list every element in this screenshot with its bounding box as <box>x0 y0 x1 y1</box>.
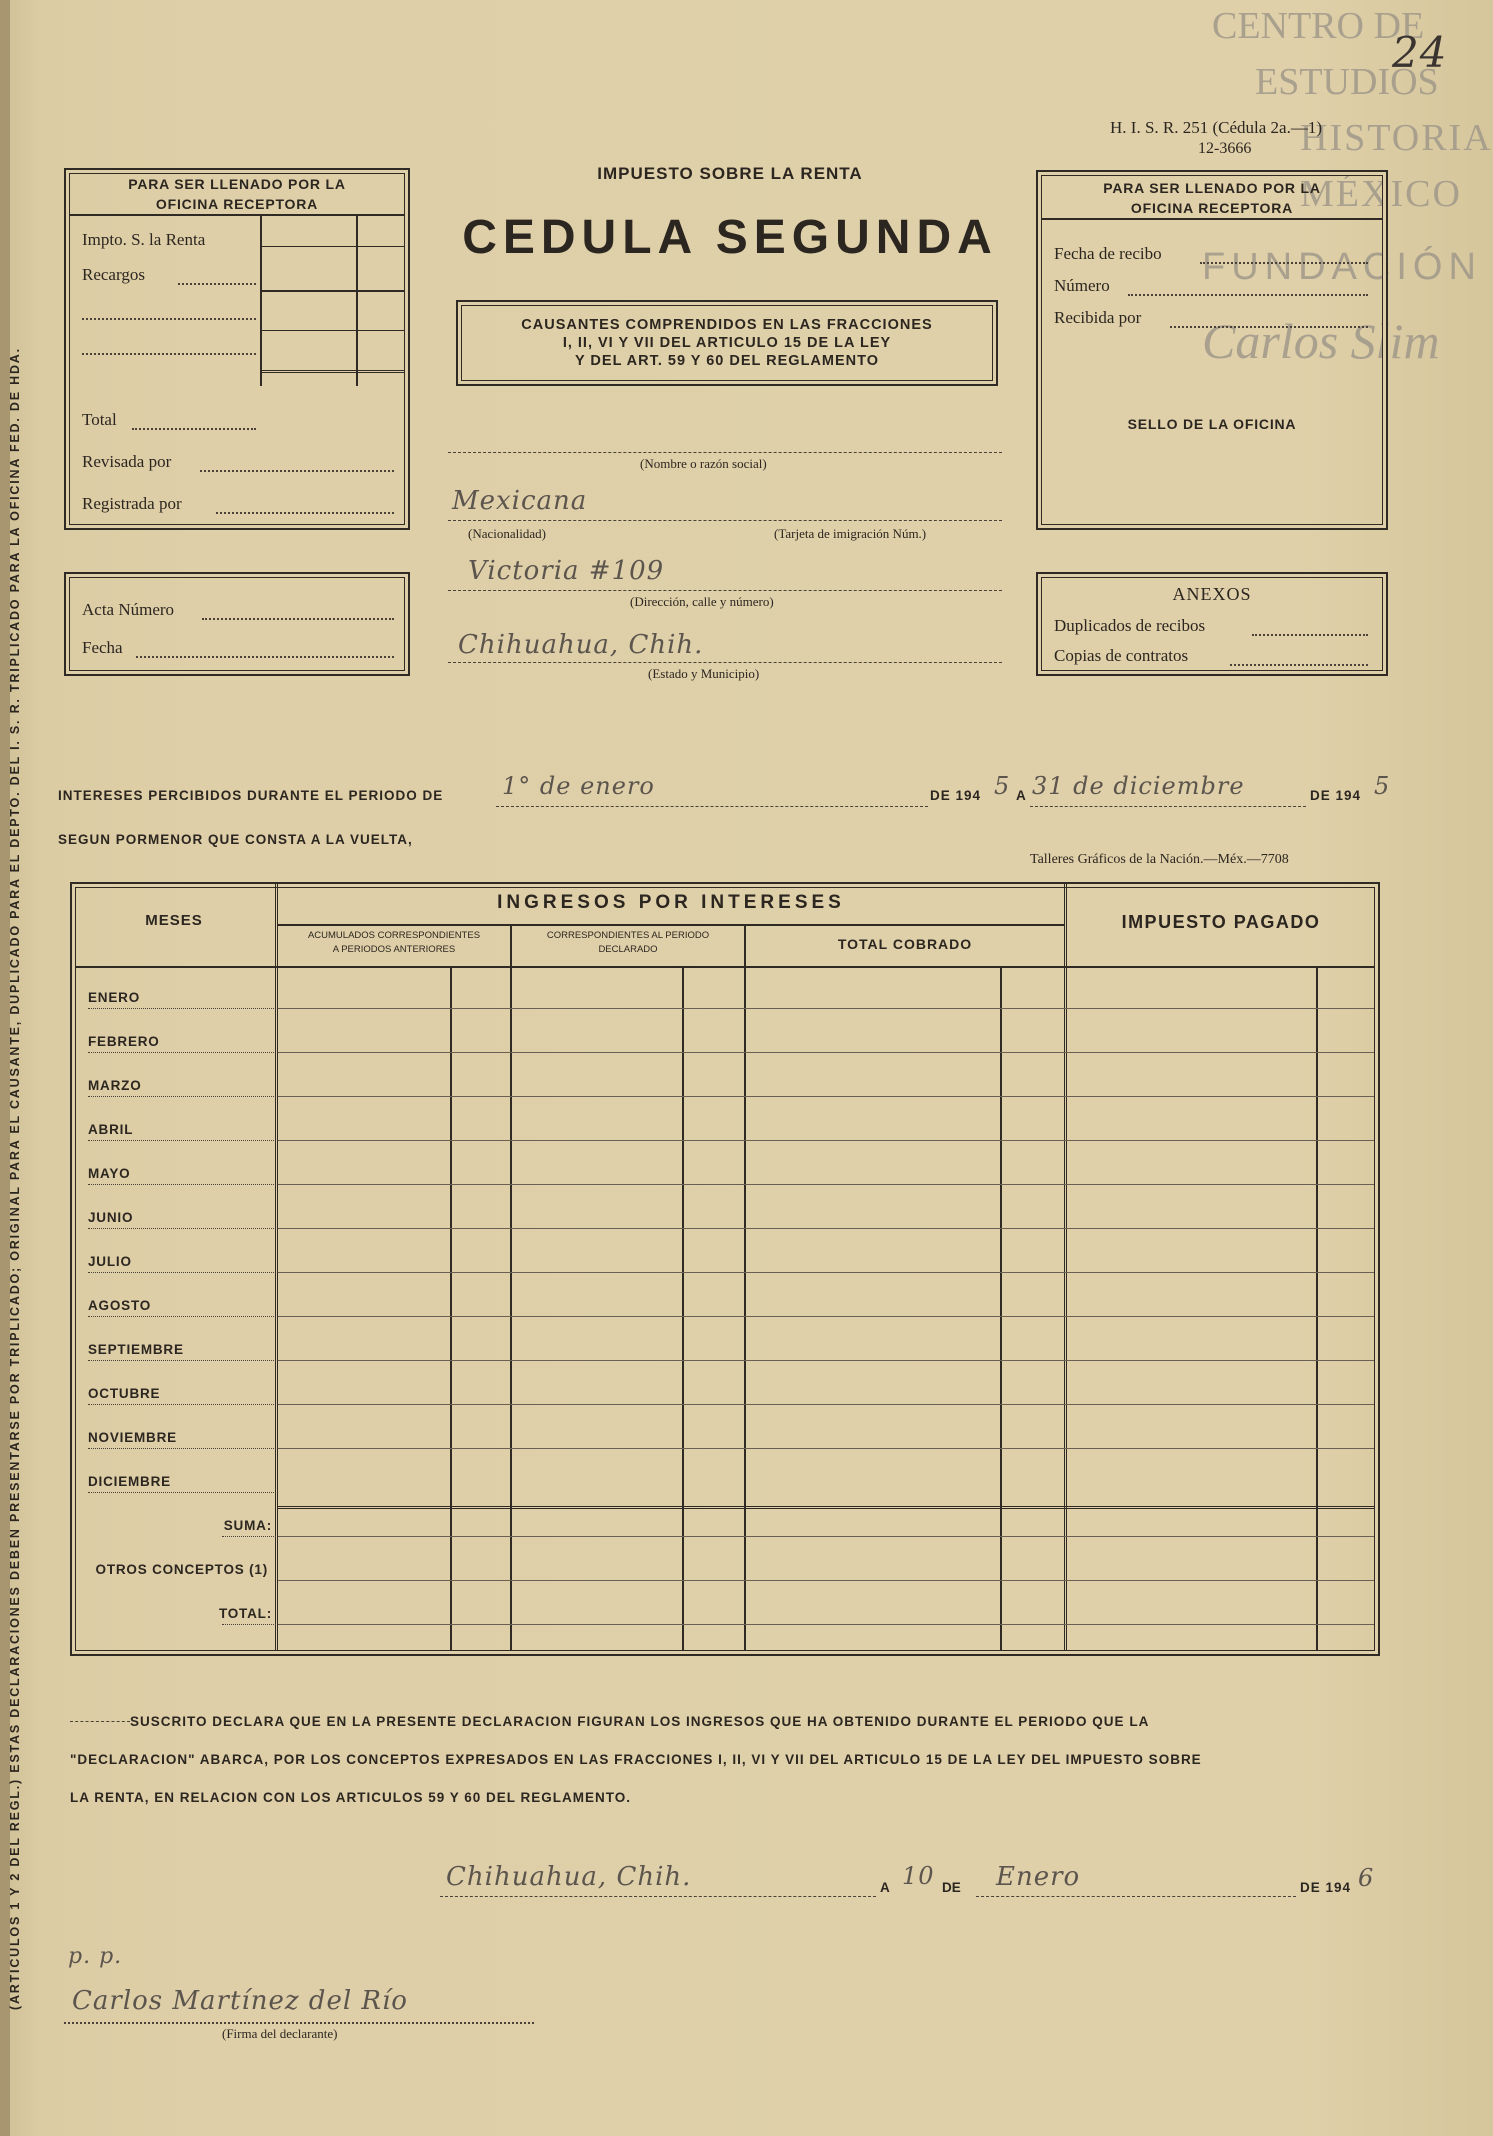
form-code: H. I. S. R. 251 (Cédula 2a.—1) <box>1110 118 1323 137</box>
month-label: JULIO <box>88 1254 132 1269</box>
declaration-text: SUSCRITO DECLARA QUE EN LA PRESENTE DECLARACION FIGURAN LOS INGRESOS QUE HA OBTENIDO DURANTE EL PERIODO QUE LA <box>130 1714 1150 1729</box>
label-recargos: Recargos <box>82 265 145 284</box>
label-impuesto: Impto. S. la Renta <box>82 230 206 249</box>
place-value[interactable]: Chihuahua, Chih. <box>446 1862 692 1892</box>
month-label: AGOSTO <box>88 1298 152 1313</box>
row-dotline <box>88 1316 274 1317</box>
label-revisada: Revisada por <box>82 452 172 471</box>
form-number: 12-3666 <box>1198 140 1252 157</box>
row-dotline <box>88 1448 274 1449</box>
label-fecha-recibo: Fecha de recibo <box>1054 244 1162 263</box>
watermark-line: ESTUDIOS <box>1255 61 1439 103</box>
total-label: TOTAL: <box>218 1606 272 1621</box>
month-label: MAYO <box>88 1166 131 1181</box>
row-dotline <box>88 1096 274 1097</box>
table-row[interactable] <box>278 1052 1374 1053</box>
row-dotline <box>88 1140 274 1141</box>
table-row[interactable] <box>278 1316 1374 1317</box>
subheader-total: TOTAL COBRADO <box>837 936 973 952</box>
subtitle-line: Y DEL ART. 59 Y 60 DEL REGLAMENTO <box>574 353 880 369</box>
label-copias: Copias de contratos <box>1054 646 1189 665</box>
watermark-line: HISTORIA <box>1300 117 1493 159</box>
label-acta: Acta Número <box>82 600 175 619</box>
table-row[interactable] <box>278 1580 1374 1581</box>
box-title: PARA SER LLENADO POR LA <box>1103 180 1321 196</box>
signature-name[interactable]: Carlos Martínez del Río <box>72 1986 408 2016</box>
direccion-caption: (Dirección, calle y número) <box>630 594 774 609</box>
box-title: OFICINA RECEPTORA <box>1130 200 1294 216</box>
label-numero: Número <box>1054 276 1110 295</box>
table-row[interactable] <box>278 1448 1374 1449</box>
table-row[interactable] <box>278 1404 1374 1405</box>
periodo-hasta[interactable]: 31 de diciembre <box>1032 772 1245 800</box>
periodo-a: A <box>1016 788 1026 803</box>
row-dotline <box>222 1624 276 1625</box>
table-row[interactable] <box>278 1184 1374 1185</box>
page-number: 24 <box>1392 28 1448 77</box>
sello-label: SELLO DE LA OFICINA <box>1127 416 1297 432</box>
table-row[interactable] <box>278 1008 1374 1009</box>
row-dotline <box>88 1404 274 1405</box>
month-label: SEPTIEMBRE <box>88 1342 184 1357</box>
month-label: ABRIL <box>88 1122 134 1137</box>
subheader-acumulados: A PERIODOS ANTERIORES <box>332 944 456 955</box>
header-impuesto: IMPUESTO PAGADO <box>1121 912 1321 932</box>
ingresos-table <box>70 882 1380 1656</box>
month-value[interactable]: Enero <box>996 1862 1081 1892</box>
nacionalidad-caption: (Nacionalidad) <box>468 526 546 541</box>
month-label: MARZO <box>88 1078 142 1093</box>
office-box-right <box>1036 170 1388 530</box>
month-label: ENERO <box>88 990 141 1005</box>
day-value[interactable]: 10 <box>902 1862 935 1890</box>
otros-label: OTROS CONCEPTOS (1) <box>95 1562 268 1577</box>
label-registrada: Registrada por <box>82 494 182 513</box>
table-row[interactable] <box>278 1536 1374 1537</box>
label-recibida: Recibida por <box>1054 308 1142 327</box>
estado-value[interactable]: Chihuahua, Chih. <box>458 630 704 660</box>
anexos-title: ANEXOS <box>1172 584 1252 604</box>
row-dotline <box>88 1008 274 1009</box>
acta-box <box>64 572 410 676</box>
table-row[interactable] <box>278 1096 1374 1097</box>
label-duplicados: Duplicados de recibos <box>1054 616 1206 635</box>
watermark-line: FUNDACIÓN <box>1202 246 1482 288</box>
row-dotline <box>88 1228 274 1229</box>
form-title: CEDULA SEGUNDA <box>462 211 998 264</box>
nacionalidad-value[interactable]: Mexicana <box>452 486 588 516</box>
row-dotline <box>88 1184 274 1185</box>
tarjeta-caption: (Tarjeta de imigración Núm.) <box>774 526 927 541</box>
nombre-caption: (Nombre o razón social) <box>640 456 767 471</box>
year-value[interactable]: 6 <box>1358 1864 1375 1892</box>
table-row[interactable] <box>278 1360 1374 1361</box>
month-label: JUNIO <box>88 1210 134 1225</box>
month-label: DICIEMBRE <box>88 1474 171 1489</box>
vertical-note: (ARTICULOS 1 Y 2 DEL REGL.) ESTAS DECLARACIONES DEBEN PRESENTARSE POR TRIPLICADO; ORIGINAL PARA EL CAUSANTE, DUPLICADO PARA EL DEPTO. DEL I. S. R. TRIPLICADO PARA LA OFICINA FED. DE HDA. <box>8 347 22 2010</box>
subheader-acumulados: ACUMULADOS CORRESPONDIENTES <box>307 930 481 941</box>
label-total: Total <box>82 410 117 429</box>
declaration-line <box>70 1714 1396 1729</box>
direccion-value[interactable]: Victoria #109 <box>468 556 665 586</box>
subheader-correspondientes: CORRESPONDIENTES AL PERIODO <box>546 930 710 941</box>
subtitle-line: I, II, VI Y VII DEL ARTICULO 15 DE LA LEY <box>562 335 892 351</box>
periodo-desde[interactable]: 1° de enero <box>502 772 655 800</box>
watermark-line: CENTRO DE <box>1212 5 1425 47</box>
subheader-correspondientes: DECLARADO <box>598 944 658 955</box>
row-dotline <box>222 1536 276 1537</box>
pp-mark: p. p. <box>68 1944 123 1969</box>
table-row[interactable] <box>278 1624 1374 1625</box>
subtitle-line: CAUSANTES COMPRENDIDOS EN LAS FRACCIONES <box>521 317 933 333</box>
table-row[interactable] <box>278 1140 1374 1141</box>
watermark-line: MÉXICO <box>1300 173 1462 215</box>
office-box-left <box>64 168 410 530</box>
periodo-de2: DE 194 <box>1310 788 1362 803</box>
row-dotline <box>88 1360 274 1361</box>
row-dotline <box>88 1272 274 1273</box>
pormenor-note: SEGUN PORMENOR QUE CONSTA A LA VUELTA, <box>58 832 413 847</box>
printer-note: Talleres Gráficos de la Nación.—Méx.—7708 <box>1030 852 1289 867</box>
table-row[interactable] <box>278 1272 1374 1273</box>
box-title: OFICINA RECEPTORA <box>155 196 319 212</box>
periodo-year2[interactable]: 5 <box>1374 772 1391 800</box>
header-ingresos: INGRESOS POR INTERESES <box>497 892 845 913</box>
box-title: PARA SER LLENADO POR LA <box>128 176 346 192</box>
periodo-de: DE 194 <box>930 788 982 803</box>
estado-caption: (Estado y Municipio) <box>648 666 760 681</box>
periodo-label: INTERESES PERCIBIDOS DURANTE EL PERIODO DE <box>58 788 444 803</box>
month-label: OCTUBRE <box>88 1386 161 1401</box>
suma-label: SUMA: <box>223 1518 272 1533</box>
declaration-line: "DECLARACION" ABARCA, POR LOS CONCEPTOS EXPRESADOS EN LAS FRACCIONES I, II, VI Y VII DEL ARTICULO 15 DE LA LEY DEL IMPUESTO SOBRE <box>70 1752 1202 1767</box>
header-top: IMPUESTO SOBRE LA RENTA <box>597 164 863 183</box>
date-de-year: DE 194 <box>1300 1880 1352 1895</box>
label-fecha: Fecha <box>82 638 123 657</box>
row-dotline <box>88 1492 274 1493</box>
nombre-field[interactable] <box>448 452 1002 453</box>
row-dotline <box>88 1052 274 1053</box>
month-label: FEBRERO <box>88 1034 160 1049</box>
signature-caption: (Firma del declarante) <box>222 2026 338 2041</box>
date-de: DE <box>942 1880 961 1895</box>
declaration-line: LA RENTA, EN RELACION CON LOS ARTICULOS 59 Y 60 DEL REGLAMENTO. <box>70 1790 632 1805</box>
anexos-box <box>1036 572 1388 676</box>
periodo-year1[interactable]: 5 <box>994 772 1011 800</box>
date-a: A <box>880 1880 890 1895</box>
table-row[interactable] <box>278 1228 1374 1229</box>
watermark-signature: Carlos Slim <box>1202 313 1440 369</box>
header-meses: MESES <box>145 912 203 929</box>
subtitle-box <box>456 300 998 386</box>
month-label: NOVIEMBRE <box>88 1430 177 1445</box>
